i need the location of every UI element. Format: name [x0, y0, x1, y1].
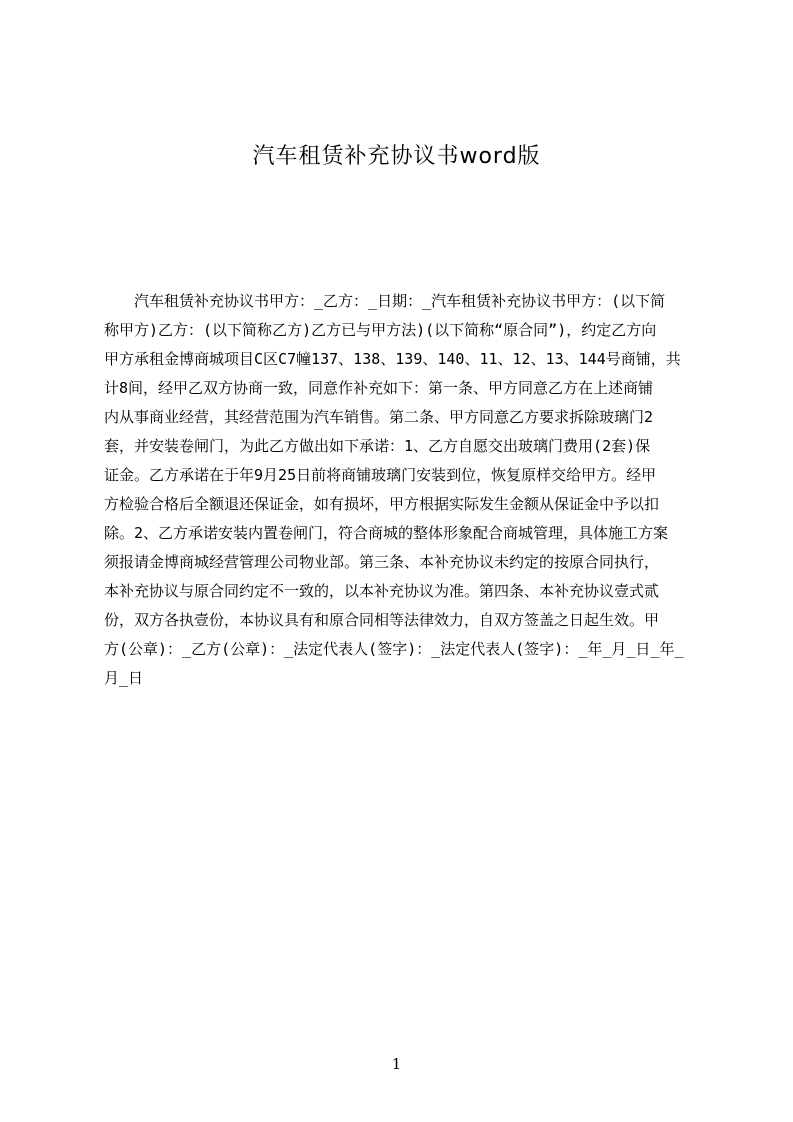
body-line: 内从事商业经营，其经营范围为汽车销售。第二条、甲方同意乙方要求拆除玻璃门2: [104, 408, 654, 426]
document-body: [104, 287, 696, 687]
body-line: 证金。乙方承诺在于年9月25日前将商铺玻璃门安装到位，恢复原样交给甲方。经甲: [104, 466, 657, 484]
page-number: 1: [391, 1055, 402, 1073]
body-line: 本补充协议与原合同约定不一致的，以本补充协议为准。第四条、本补充协议壹式贰: [104, 582, 660, 600]
body-line: 计8间，经甲乙双方协商一致，同意作补充如下：第一条、甲方同意乙方在上述商铺: [104, 379, 654, 397]
body-line: 方检验合格后全额退还保证金，如有损坏，甲方根据实际发生金额从保证金中予以扣: [104, 495, 660, 513]
body-line: 方(公章)：_乙方(公章)：_法定代表人(签字)：_法定代表人(签字)：_年_月_日_年_: [104, 640, 684, 658]
body-line: 汽车租赁补充协议书甲方：_乙方：_日期：_汽车租赁补充协议书甲方：(以下简: [104, 292, 666, 310]
body-line: 套，并安装卷闸门，为此乙方做出如下承诺：1、乙方自愿交出玻璃门费用(2套)保: [104, 437, 651, 455]
body-line: 称甲方)乙方：(以下简称乙方)乙方已与甲方法)(以下简称“原合同”)，约定乙方向: [104, 321, 657, 339]
body-line: 份，双方各执壹份，本协议具有和原合同相等法律效力，自双方签盖之日起生效。甲: [104, 611, 660, 629]
body-line: 甲方承租金博商城项目C区C7幢137、138、139、140、11、12、13、144号商铺，共: [104, 350, 681, 368]
body-line: 月_日: [104, 669, 144, 687]
document-title: 汽车租赁补充协议书word版: [252, 144, 541, 169]
body-line: 除。2、乙方承诺安装内置卷闸门，符合商城的整体形象配合商城管理，具体施工方案: [104, 524, 669, 542]
body-line: 须报请金博商城经营管理公司物业部。第三条、本补充协议未约定的按原合同执行，: [104, 553, 660, 571]
